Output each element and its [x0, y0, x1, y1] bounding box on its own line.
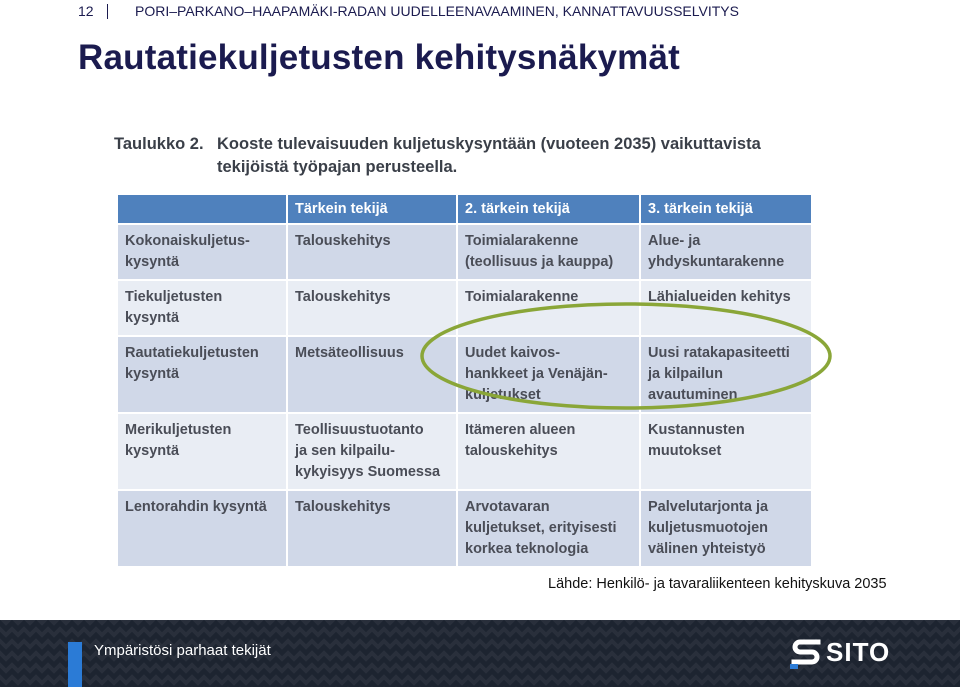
table-row	[117, 224, 812, 280]
table-cell: Metsäteollisuus	[287, 336, 457, 413]
table-cell: Uudet kaivos- hankkeet ja Venäjän- kuljetukset	[457, 336, 640, 413]
sito-logo	[790, 634, 900, 674]
table-caption-line-2: tekijöistä työpajan perusteella.	[217, 158, 458, 176]
table-row	[117, 280, 812, 336]
table-cell: Tiekuljetusten kysyntä	[117, 280, 287, 336]
table-cell: Kokonaiskuljetus- kysyntä	[117, 224, 287, 280]
table-cell: Arvotavaran kuljetukset, erityisesti korkea teknologia	[457, 490, 640, 567]
table-cell: Palvelutarjonta ja kuljetusmuotojen välinen yhteistyö	[640, 490, 812, 567]
table-cell: Toimialarakenne	[457, 280, 640, 336]
column-header: Tärkein tekijä	[287, 194, 457, 224]
table-cell: Kustannusten muutokset	[640, 413, 812, 490]
table-cell: Itämeren alueen talouskehitys	[457, 413, 640, 490]
table-cell: Uusi ratakapasiteetti ja kilpailun avautuminen	[640, 336, 812, 413]
table-cell: Talouskehitys	[287, 280, 457, 336]
page-number: 12	[78, 3, 94, 19]
logo-wordmark: SITO	[826, 637, 891, 667]
column-header	[117, 194, 287, 224]
table-row	[117, 490, 812, 567]
table-cell: Lähialueiden kehitys	[640, 280, 812, 336]
table-caption-label: Taulukko 2.	[114, 135, 204, 153]
running-title: PORI–PARKANO–HAAPAMÄKI-RADAN UUDELLEENAVAAMINEN, KANNATTAVUUSSELVITYS	[135, 3, 739, 19]
table-cell: Talouskehitys	[287, 224, 457, 280]
sito-s-icon	[790, 636, 822, 670]
table-header-row	[117, 194, 812, 224]
table-cell: Lentorahdin kysyntä	[117, 490, 287, 567]
page-title: Rautatiekuljetusten kehitysnäkymät	[78, 38, 681, 77]
table-cell: Alue- ja yhdyskuntarakenne	[640, 224, 812, 280]
column-header: 3. tärkein tekijä	[640, 194, 812, 224]
table-cell: Toimialarakenne (teollisuus ja kauppa)	[457, 224, 640, 280]
table-row	[117, 336, 812, 413]
source-note: Lähde: Henkilö- ja tavaraliikenteen kehityskuva 2035	[548, 576, 887, 592]
footer-slogan: Ympäristösi parhaat tekijät	[94, 642, 271, 659]
running-header	[0, 0, 960, 22]
factors-table	[116, 193, 813, 568]
table-caption-line-1: Kooste tulevaisuuden kuljetuskysyntään (vuoteen 2035) vaikuttavista	[217, 135, 761, 153]
table-caption	[114, 133, 814, 179]
column-header: 2. tärkein tekijä	[457, 194, 640, 224]
table-row	[117, 413, 812, 490]
table-cell: Talouskehitys	[287, 490, 457, 567]
table-cell: Teollisuustuotanto ja sen kilpailu- kykyisyys Suomessa	[287, 413, 457, 490]
footer-accent-bar	[68, 642, 82, 687]
header-divider	[107, 4, 108, 19]
table-cell: Rautatiekuljetusten kysyntä	[117, 336, 287, 413]
table-cell: Merikuljetusten kysyntä	[117, 413, 287, 490]
